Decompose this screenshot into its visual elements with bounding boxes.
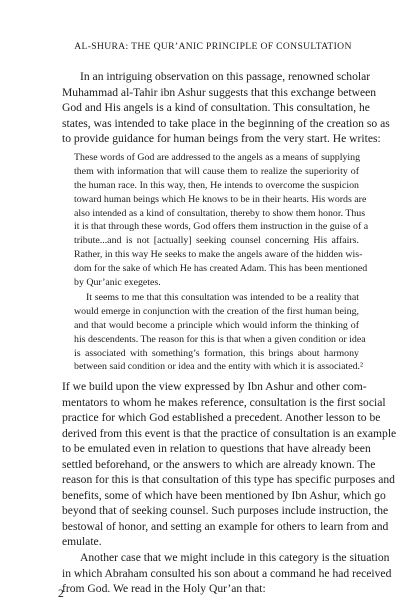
quote-line: the human race. In this way, then, He intends to overcome the suspicion <box>74 179 359 191</box>
quote-line: dom for the sake of which He has created Adam. This has been mentioned <box>74 263 368 275</box>
text-line: benefits, some of which have been mentioned by Ibn Ashur, which go <box>62 488 386 502</box>
quote-line: It seems to me that this consultation was intended to be a reality that <box>86 292 359 303</box>
text-line: to be emulated even in relation to questions that have already been <box>62 442 371 455</box>
text-line: Another case that we might include in this category is the situation <box>80 551 390 564</box>
paragraph-2 <box>62 379 397 550</box>
text-line: mentators to whom he makes reference, consultation is the first social <box>62 395 386 409</box>
text-line: derived from this event is that the practice of consultation is an example <box>62 426 397 440</box>
page-number: 2 <box>58 588 64 600</box>
paragraph-1 <box>62 69 390 147</box>
quote-line: is associated with something’s formation, this brings about harmony <box>74 347 359 359</box>
quote-line: and that would become a principle which would inform the thinking of <box>74 319 359 331</box>
quote-line: between said condition or idea and the entity with which it is associated.² <box>74 361 363 373</box>
quote-line: Rather, in this way He seeks to make the angels aware of the hidden wis- <box>74 249 363 261</box>
text-line: in which Abraham consulted his son about a command he had received <box>62 566 392 580</box>
quote-line: also intended as a kind of consultation, thereby to show them honor. Thus <box>74 207 366 219</box>
text-line: practice for which God established a precedent. Another lesson to be <box>62 411 381 424</box>
text-line: In an intriguing observation on this passage, renowned scholar <box>80 70 371 83</box>
quote-line: them with information that will cause them to realize the superiority of <box>74 165 359 177</box>
quote-line: by Qur’anic exegetes. <box>74 277 161 289</box>
quote-line: toward human beings which He knows to be in their hearts. His words are <box>74 193 367 205</box>
quote-line: his descendents. The reason for this is that when a given condition or idea <box>74 333 366 345</box>
text-line: reason for this is that consultation of this type has specific purposes and <box>62 473 395 486</box>
text-line: from God. We read in the Holy Qur’an that: <box>62 582 266 595</box>
text-line: God and His angels is a kind of consultation. This consultation, he <box>62 101 370 114</box>
block-quote-2 <box>74 291 366 374</box>
text-line: settled beforehand, or the answers to which are already known. The <box>62 457 376 471</box>
text-line: bestowal of honor, and setting an example for others to learn from and <box>62 519 389 533</box>
text-line: to provide guidance for human beings from the very start. He writes: <box>62 132 381 145</box>
block-quote-1 <box>74 151 369 290</box>
text-line: emulate. <box>62 535 102 548</box>
quote-line: it is that through these words, God offers them instruction in the guise of a <box>74 221 369 233</box>
running-head: AL-SHURA: THE QUR’ANIC PRINCIPLE OF CONSULTATION <box>74 41 352 52</box>
paragraph-3 <box>62 550 392 597</box>
quote-line: These words of God are addressed to the angels as a means of supplying <box>74 152 361 163</box>
text-line: beyond that of seeking counsel. Such purposes include instruction, the <box>62 504 389 517</box>
quote-line: would emerge in conjunction with the creation of the first human being, <box>74 305 359 317</box>
quote-line: tribute...and is not [actually] seeking counsel concerning His affairs. <box>74 235 359 247</box>
text-line: states, was intended to take place in the beginning of the creation so as <box>62 116 390 130</box>
text-line: If we build upon the view expressed by Ibn Ashur and other com- <box>62 380 367 393</box>
text-line: Muhammad al-Tahir ibn Ashur suggests that this exchange between <box>62 85 377 99</box>
